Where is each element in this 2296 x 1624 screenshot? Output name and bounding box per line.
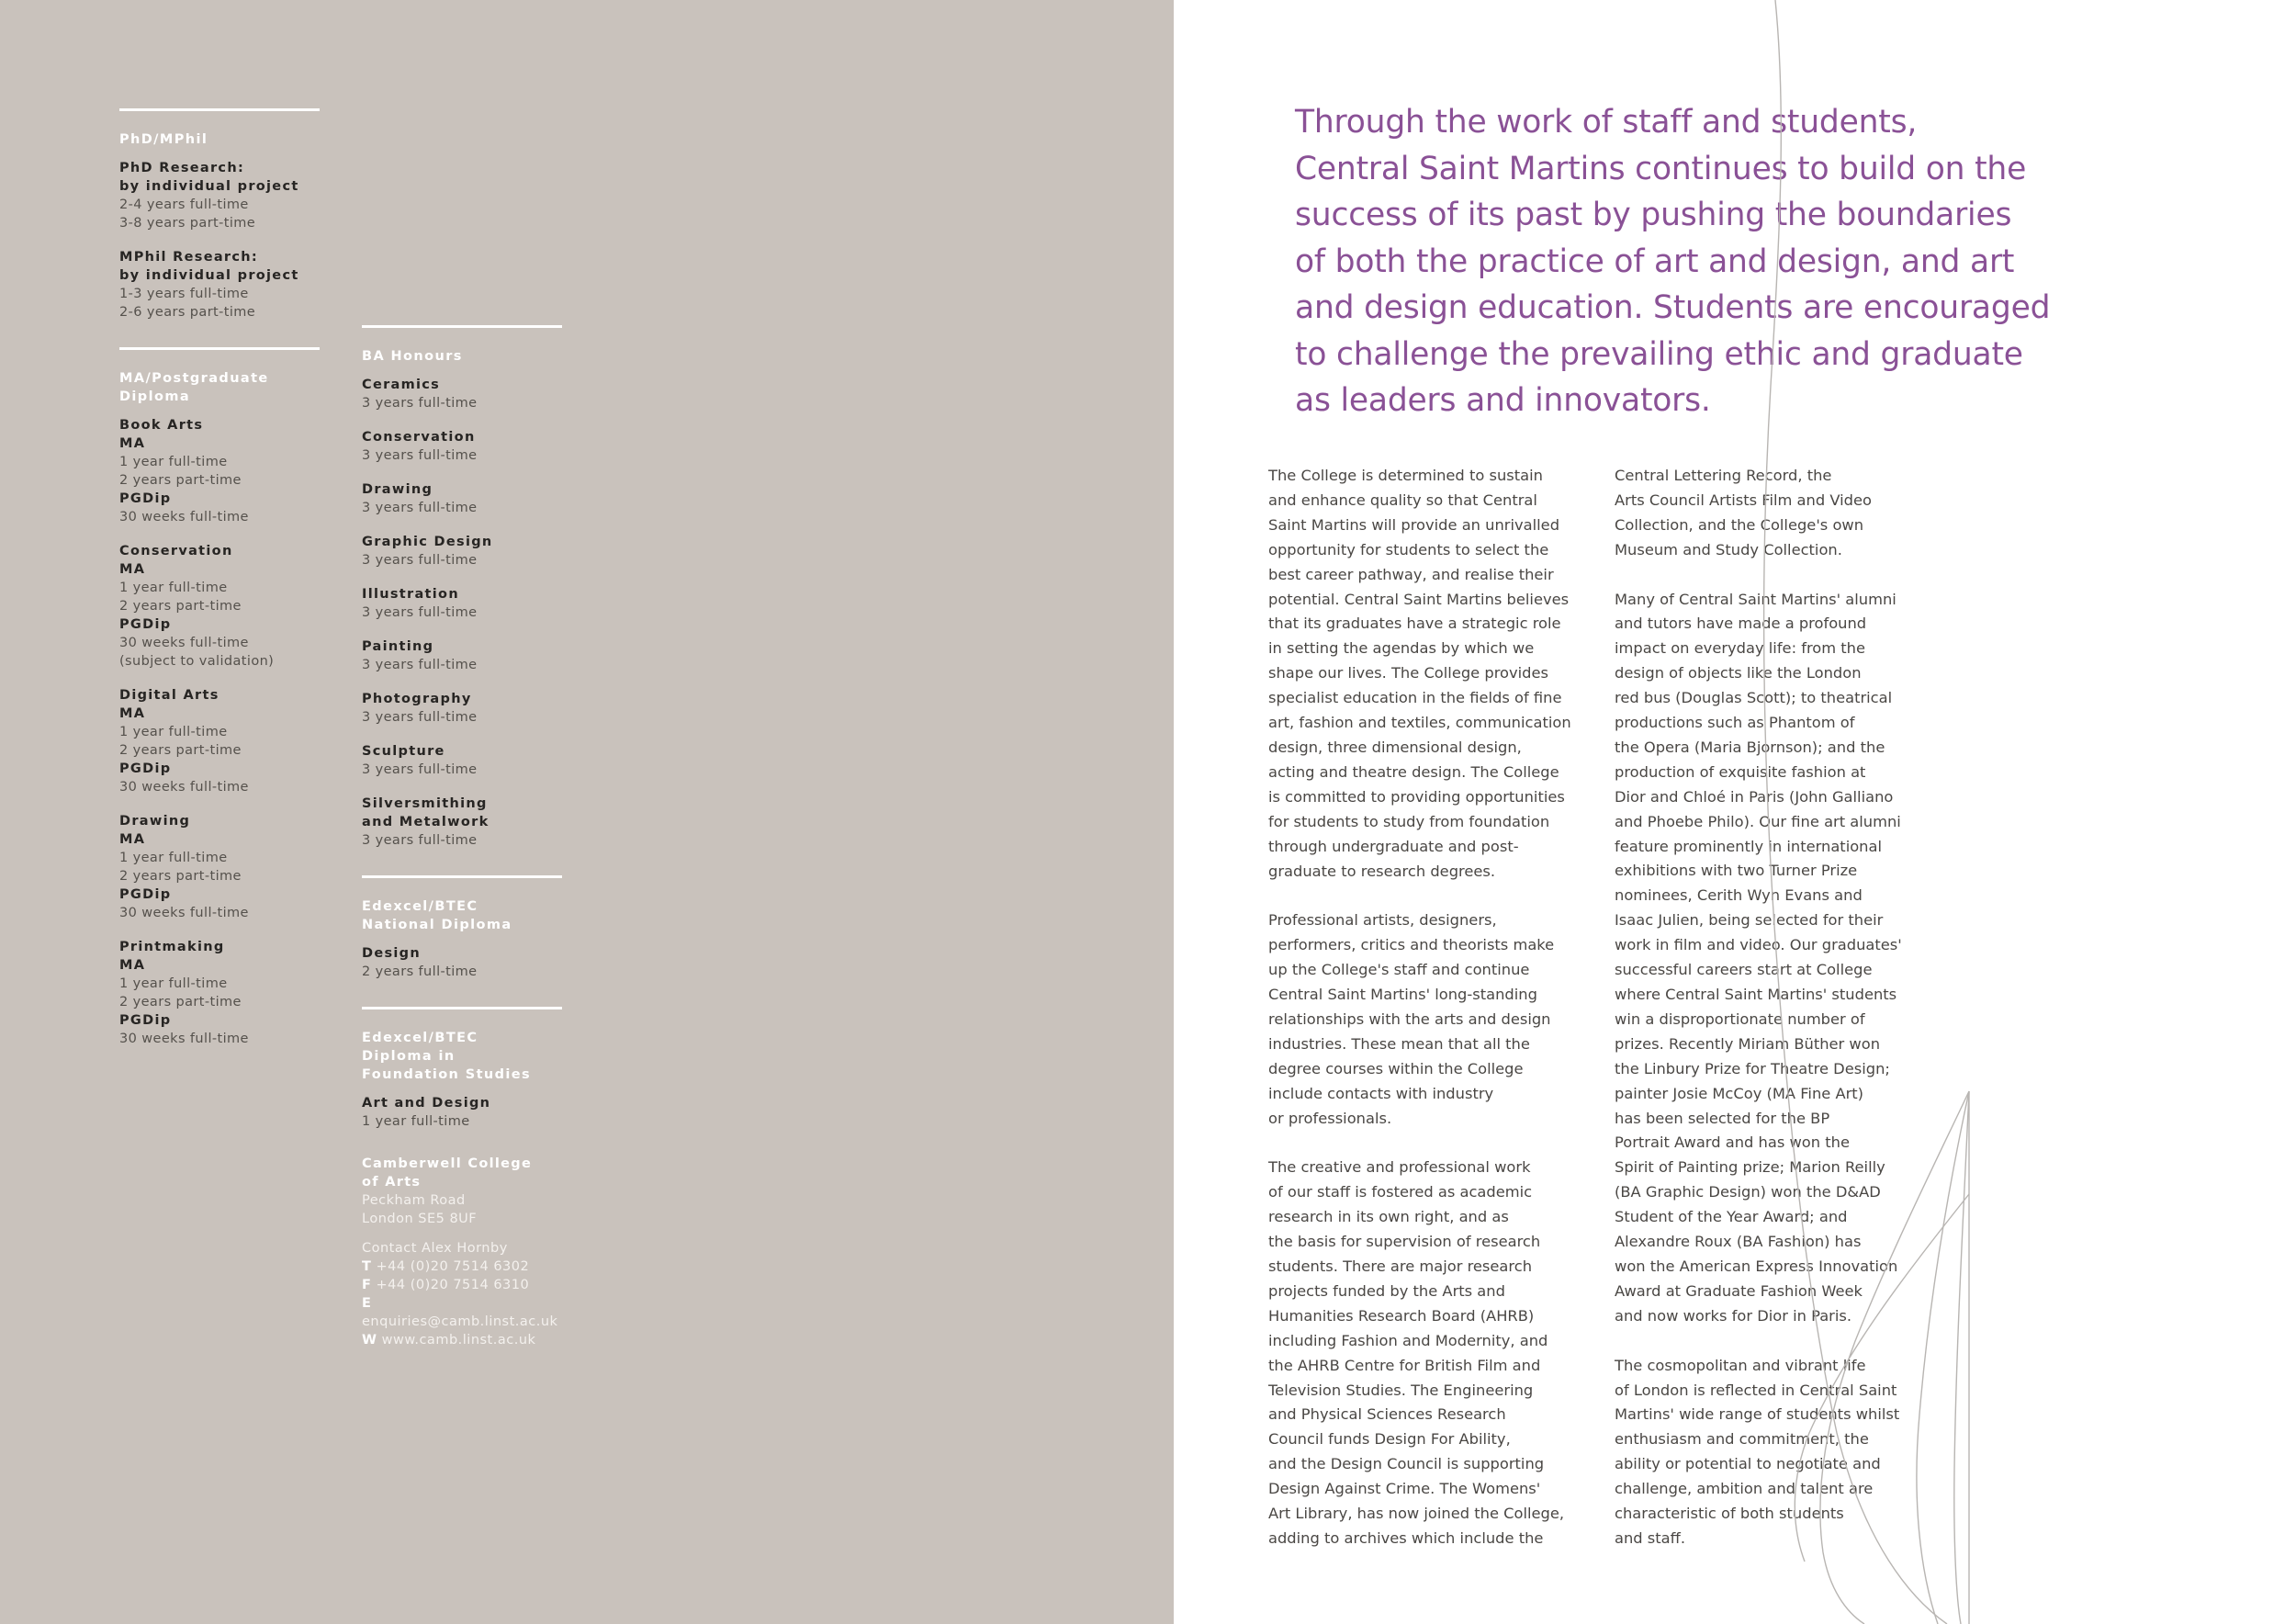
course-duration: 2 years part-time bbox=[119, 869, 242, 884]
intro-line: as leaders and innovators. bbox=[1295, 382, 1711, 419]
section-heading-line: National Diploma bbox=[362, 918, 512, 932]
phd-mphil-section bbox=[119, 108, 320, 321]
body-text-line: graduate to research degrees. bbox=[1268, 862, 1496, 880]
course-entry bbox=[362, 376, 562, 412]
body-text-line: and the Design Council is supporting bbox=[1268, 1455, 1545, 1473]
contact-email bbox=[362, 1294, 562, 1331]
body-text-line: painter Josie McCoy (MA Fine Art) bbox=[1615, 1084, 1864, 1102]
course-title: Printmaking bbox=[119, 940, 225, 954]
body-text-line: and staff. bbox=[1615, 1528, 1686, 1547]
foundation-diploma-section bbox=[362, 1007, 562, 1131]
course-title bbox=[362, 742, 562, 761]
course-title bbox=[362, 585, 562, 603]
course-entry bbox=[362, 428, 562, 465]
course-duration: 1-3 years full-time bbox=[119, 287, 249, 301]
course-entry bbox=[362, 690, 562, 727]
course-title: Design bbox=[362, 946, 421, 961]
body-text-line: The cosmopolitan and vibrant life bbox=[1615, 1356, 1866, 1374]
course-title-line: and Metalwork bbox=[362, 815, 490, 829]
body-text-line: production of exquisite fashion at bbox=[1615, 762, 1866, 781]
body-text-line: Television Studies. The Engineering bbox=[1268, 1381, 1534, 1399]
ma-pgdip-section bbox=[119, 347, 320, 1048]
course-entry bbox=[362, 795, 562, 850]
course-title bbox=[362, 637, 562, 656]
body-text-line: red bus (Douglas Scott); to theatrical bbox=[1615, 689, 1893, 707]
body-text-line: for students to study from foundation bbox=[1268, 812, 1550, 830]
course-duration: 2 years part-time bbox=[119, 599, 242, 614]
contact-website bbox=[362, 1331, 562, 1349]
course-duration: 3 years full-time bbox=[362, 710, 478, 725]
body-text-line: through undergraduate and post- bbox=[1268, 837, 1519, 855]
course-title: Digital Arts bbox=[119, 688, 219, 703]
body-text-line: degree courses within the College bbox=[1268, 1059, 1524, 1077]
college-name: of Arts bbox=[362, 1175, 422, 1190]
course-duration: 1 year full-time bbox=[119, 725, 228, 739]
body-text-line: Spirit of Painting prize; Marion Reilly bbox=[1615, 1158, 1885, 1177]
intro-line: Through the work of staff and students, bbox=[1295, 104, 1918, 141]
section-heading: MA/Postgraduate Diploma bbox=[119, 371, 269, 404]
body-text-line: where Central Saint Martins' students bbox=[1615, 986, 1897, 1004]
course-duration: 30 weeks full-time bbox=[119, 780, 249, 795]
course-duration: 30 weeks full-time bbox=[119, 906, 249, 920]
body-text-line: prizes. Recently Miriam Büther won bbox=[1615, 1034, 1881, 1053]
course-duration: 2 years part-time bbox=[119, 743, 242, 758]
contact-fax bbox=[362, 1276, 562, 1294]
paragraph-break bbox=[1615, 1329, 1936, 1354]
body-text-line: Central Saint Martins' long-standing bbox=[1268, 986, 1537, 1004]
body-text-line: Many of Central Saint Martins' alumni bbox=[1615, 590, 1896, 608]
course-title bbox=[362, 533, 562, 551]
intro-quote bbox=[1295, 99, 2051, 424]
course-duration: 1 year full-time bbox=[362, 1114, 470, 1129]
body-text-column-2 bbox=[1615, 464, 1936, 1551]
course-duration: 3 years full-time bbox=[362, 396, 478, 411]
course-duration: 30 weeks full-time bbox=[119, 510, 249, 524]
body-text-line: (BA Graphic Design) won the D&AD bbox=[1615, 1183, 1881, 1201]
course-entry bbox=[362, 585, 562, 622]
body-text-line: specialist education in the fields of fine bbox=[1268, 689, 1562, 707]
course-duration: 3-8 years part-time bbox=[119, 216, 256, 231]
course-title-line: Illustration bbox=[362, 587, 459, 602]
body-text-line: design, three dimensional design, bbox=[1268, 738, 1522, 756]
body-text-line: The College is determined to sustain bbox=[1268, 467, 1543, 484]
course-title: Art and Design bbox=[362, 1096, 491, 1111]
body-text-line: up the College's staff and continue bbox=[1268, 961, 1530, 979]
course-entry bbox=[362, 1094, 562, 1131]
course-title: Drawing bbox=[119, 814, 191, 829]
paragraph-break bbox=[1268, 884, 1590, 908]
award-label: PGDip bbox=[119, 617, 172, 632]
award-label: MA bbox=[119, 832, 146, 847]
course-title bbox=[119, 159, 320, 196]
course-duration: 2-4 years full-time bbox=[119, 197, 249, 212]
body-text-line: has been selected for the BP bbox=[1615, 1109, 1830, 1127]
course-duration: 3 years full-time bbox=[362, 605, 478, 620]
contact-person: Contact Alex Hornby bbox=[362, 1241, 508, 1256]
body-text-line: Council funds Design For Ability, bbox=[1268, 1430, 1511, 1449]
body-text-line: Collection, and the College's own bbox=[1615, 515, 1864, 534]
body-text-line: nominees, Cerith Wyn Evans and bbox=[1615, 886, 1863, 905]
intro-line: Central Saint Martins continues to build on the bbox=[1295, 150, 2027, 187]
body-text-line: ability or potential to negotiate and bbox=[1615, 1455, 1881, 1473]
course-entry bbox=[362, 637, 562, 674]
body-text-line: and tutors have made a profound bbox=[1615, 615, 1867, 633]
body-text-line: the AHRB Centre for British Film and bbox=[1268, 1356, 1541, 1374]
body-text-line: best career pathway, and realise their bbox=[1268, 565, 1554, 583]
course-duration: 3 years full-time bbox=[362, 833, 478, 848]
course-duration: 2 years part-time bbox=[119, 473, 242, 488]
contact-fax-value: +44 (0)20 7514 6310 bbox=[376, 1278, 530, 1292]
contact-phone-label: T bbox=[362, 1259, 372, 1274]
award-label: PGDip bbox=[119, 1013, 172, 1028]
course-duration: 1 year full-time bbox=[119, 455, 228, 469]
award-label: PGDip bbox=[119, 887, 172, 902]
body-text-line: and Phoebe Philo). Our fine art alumni bbox=[1615, 812, 1901, 830]
award-label: MA bbox=[119, 706, 146, 721]
course-title bbox=[119, 248, 320, 285]
contact-phone bbox=[362, 1257, 562, 1276]
body-text-line: shape our lives. The College provides bbox=[1268, 664, 1548, 682]
contact-email-label: E bbox=[362, 1296, 372, 1311]
body-text-line: work in film and video. Our graduates' bbox=[1615, 936, 1902, 954]
national-diploma-section bbox=[362, 875, 562, 981]
body-text-line: include contacts with industry bbox=[1268, 1084, 1494, 1102]
course-title-line: Painting bbox=[362, 639, 434, 654]
section-heading bbox=[362, 897, 562, 934]
body-text-line: The creative and professional work bbox=[1268, 1158, 1531, 1177]
course-title-line: Drawing bbox=[362, 482, 433, 497]
course-duration: 1 year full-time bbox=[119, 976, 228, 991]
body-text-line: Dior and Chloé in Paris (John Galliano bbox=[1615, 787, 1894, 806]
course-entry bbox=[119, 812, 320, 922]
course-title: Conservation bbox=[119, 544, 233, 558]
course-duration: (subject to validation) bbox=[119, 654, 275, 669]
body-text-line: opportunity for students to select the bbox=[1268, 540, 1549, 558]
body-text-line: Saint Martins will provide an unrivalled bbox=[1268, 515, 1560, 534]
body-text-line: Central Lettering Record, the bbox=[1615, 467, 1832, 484]
contact-phone-value: +44 (0)20 7514 6302 bbox=[376, 1259, 530, 1274]
college-name: Camberwell College bbox=[362, 1156, 533, 1171]
body-text-line: Humanities Research Board (AHRB) bbox=[1268, 1306, 1535, 1325]
course-duration: 3 years full-time bbox=[362, 762, 478, 777]
award-label: MA bbox=[119, 436, 146, 451]
course-title-line: by individual project bbox=[119, 179, 299, 194]
body-text-line: Student of the Year Award; and bbox=[1615, 1208, 1848, 1226]
contact-block bbox=[362, 1155, 562, 1349]
body-text-line: Professional artists, designers, bbox=[1268, 911, 1497, 930]
paragraph-break bbox=[1615, 563, 1936, 588]
course-title bbox=[362, 480, 562, 499]
contact-fax-label: F bbox=[362, 1278, 372, 1292]
body-text-line: and enhance quality so that Central bbox=[1268, 491, 1537, 509]
course-duration: 2 years full-time bbox=[362, 964, 478, 979]
ba-honours-section bbox=[362, 325, 562, 850]
body-text-line: won the American Express Innovation bbox=[1615, 1257, 1898, 1275]
body-text-line: including Fashion and Modernity, and bbox=[1268, 1331, 1548, 1349]
section-heading-line: Edexcel/BTEC bbox=[362, 899, 478, 914]
section-heading: PhD/MPhil bbox=[119, 132, 208, 147]
body-text-line: acting and theatre design. The College bbox=[1268, 762, 1559, 781]
body-text-line: Portrait Award and has won the bbox=[1615, 1133, 1850, 1152]
course-entry bbox=[362, 742, 562, 779]
intro-line: success of its past by pushing the boundaries bbox=[1295, 197, 2012, 233]
course-entry bbox=[119, 938, 320, 1048]
body-text-line: exhibitions with two Turner Prize bbox=[1615, 862, 1858, 880]
course-title-line: MPhil Research: bbox=[119, 250, 258, 265]
body-text-line: Award at Graduate Fashion Week bbox=[1615, 1281, 1863, 1300]
body-text-line: in setting the agendas by which we bbox=[1268, 639, 1535, 658]
award-label: PGDip bbox=[119, 761, 172, 776]
course-title-line: PhD Research: bbox=[119, 161, 245, 175]
course-duration: 2 years part-time bbox=[119, 995, 242, 1009]
body-text-line: projects funded by the Arts and bbox=[1268, 1281, 1505, 1300]
body-text-line: the basis for supervision of research bbox=[1268, 1233, 1541, 1251]
course-title bbox=[362, 690, 562, 708]
course-entry bbox=[362, 533, 562, 570]
body-text-line: students. There are major research bbox=[1268, 1257, 1533, 1275]
body-text-line: the Linbury Prize for Theatre Design; bbox=[1615, 1059, 1890, 1077]
body-text-line: characteristic of both students bbox=[1615, 1505, 1844, 1523]
body-text-line: Isaac Julien, being selected for their bbox=[1615, 911, 1884, 930]
college-address: London SE5 8UF bbox=[362, 1212, 478, 1226]
body-text-line: win a disproportionate number of bbox=[1615, 1009, 1865, 1028]
intro-line: and design education. Students are encouraged bbox=[1295, 289, 2051, 326]
contact-website-label: W bbox=[362, 1333, 377, 1348]
body-text-line: or professionals. bbox=[1268, 1109, 1392, 1127]
award-label: PGDip bbox=[119, 491, 172, 506]
course-title-line: Ceramics bbox=[362, 378, 441, 392]
section-heading-line: Edexcel/BTEC bbox=[362, 1031, 478, 1045]
award-label: MA bbox=[119, 958, 146, 973]
body-text-line: Museum and Study Collection. bbox=[1615, 540, 1842, 558]
section-heading: BA Honours bbox=[362, 349, 463, 364]
course-title bbox=[362, 795, 562, 831]
section-divider bbox=[362, 875, 562, 878]
course-duration: 3 years full-time bbox=[362, 658, 478, 672]
course-duration: 3 years full-time bbox=[362, 501, 478, 515]
course-entry bbox=[119, 159, 320, 232]
body-text-line: challenge, ambition and talent are bbox=[1615, 1480, 1874, 1498]
course-duration: 30 weeks full-time bbox=[119, 1032, 249, 1046]
body-text-line: and now works for Dior in Paris. bbox=[1615, 1306, 1852, 1325]
course-title-line: Sculpture bbox=[362, 744, 445, 759]
section-heading bbox=[362, 1029, 562, 1084]
body-text-line: performers, critics and theorists make bbox=[1268, 936, 1555, 954]
course-entry bbox=[119, 416, 320, 526]
course-entry bbox=[119, 686, 320, 796]
course-title bbox=[362, 428, 562, 446]
award-label: MA bbox=[119, 562, 146, 577]
course-title: Book Arts bbox=[119, 418, 204, 433]
course-column-research-postgrad bbox=[119, 108, 320, 1064]
contact-email-value: enquiries@camb.linst.ac.uk bbox=[362, 1314, 558, 1329]
course-entry bbox=[119, 542, 320, 671]
course-title-line: Graphic Design bbox=[362, 535, 493, 549]
course-title-line: Conservation bbox=[362, 430, 476, 445]
section-heading-line: Foundation Studies bbox=[362, 1067, 532, 1082]
body-text-line: successful careers start at College bbox=[1615, 961, 1873, 979]
paragraph-break bbox=[1268, 1131, 1590, 1156]
body-text-line: relationships with the arts and design bbox=[1268, 1009, 1551, 1028]
body-text-line: art, fashion and textiles, communication bbox=[1268, 714, 1571, 732]
body-text-column-1 bbox=[1268, 464, 1590, 1551]
course-duration: 3 years full-time bbox=[362, 448, 478, 463]
body-text-line: and Physical Sciences Research bbox=[1268, 1405, 1506, 1424]
body-text-line: Design Against Crime. The Womens' bbox=[1268, 1480, 1541, 1498]
section-divider bbox=[362, 1007, 562, 1009]
contact-spacer bbox=[362, 1228, 562, 1239]
body-text-line: Martins' wide range of students whilst bbox=[1615, 1405, 1900, 1424]
course-column-undergrad bbox=[362, 325, 562, 1349]
course-duration: 3 years full-time bbox=[362, 553, 478, 568]
course-title-line: by individual project bbox=[119, 268, 299, 283]
section-divider bbox=[362, 325, 562, 328]
body-text-line: industries. These mean that all the bbox=[1268, 1034, 1530, 1053]
college-address: Peckham Road bbox=[362, 1193, 466, 1208]
body-text-line: Art Library, has now joined the College, bbox=[1268, 1505, 1565, 1523]
course-entry bbox=[119, 248, 320, 321]
body-text-line: potential. Central Saint Martins believes bbox=[1268, 590, 1570, 608]
body-text-line: enthusiasm and commitment, the bbox=[1615, 1430, 1869, 1449]
body-text-line: Alexandre Roux (BA Fashion) has bbox=[1615, 1233, 1862, 1251]
body-text-line: of London is reflected in Central Saint bbox=[1615, 1381, 1897, 1399]
course-duration: 1 year full-time bbox=[119, 581, 228, 595]
course-entry bbox=[362, 480, 562, 517]
body-text-line: of our staff is fostered as academic bbox=[1268, 1183, 1533, 1201]
body-text-line: the Opera (Maria Bjornson); and the bbox=[1615, 738, 1885, 756]
body-text-line: design of objects like the London bbox=[1615, 664, 1862, 682]
course-entry bbox=[362, 944, 562, 981]
intro-line: to challenge the prevailing ethic and graduate bbox=[1295, 335, 2023, 373]
section-divider bbox=[119, 108, 320, 111]
body-text-line: impact on everyday life: from the bbox=[1615, 639, 1866, 658]
body-text-line: feature prominently in international bbox=[1615, 837, 1882, 855]
course-duration: 1 year full-time bbox=[119, 851, 228, 865]
intro-line: of both the practice of art and design, and art bbox=[1295, 242, 2015, 280]
body-text-line: research in its own right, and as bbox=[1268, 1208, 1509, 1226]
course-duration: 2-6 years part-time bbox=[119, 305, 256, 320]
body-text-line: Arts Council Artists Film and Video bbox=[1615, 491, 1872, 509]
body-text-line: adding to archives which include the bbox=[1268, 1528, 1544, 1547]
body-text-line: is committed to providing opportunities bbox=[1268, 787, 1565, 806]
course-title-line: Silversmithing bbox=[362, 796, 488, 811]
course-title bbox=[362, 376, 562, 394]
body-text-line: productions such as Phantom of bbox=[1615, 714, 1855, 732]
section-divider bbox=[119, 347, 320, 350]
course-title-line: Photography bbox=[362, 692, 472, 706]
contact-website-value: www.camb.linst.ac.uk bbox=[381, 1333, 536, 1348]
body-text-line: that its graduates have a strategic role bbox=[1268, 615, 1561, 633]
course-duration: 30 weeks full-time bbox=[119, 636, 249, 650]
section-heading-line: Diploma in bbox=[362, 1049, 456, 1064]
